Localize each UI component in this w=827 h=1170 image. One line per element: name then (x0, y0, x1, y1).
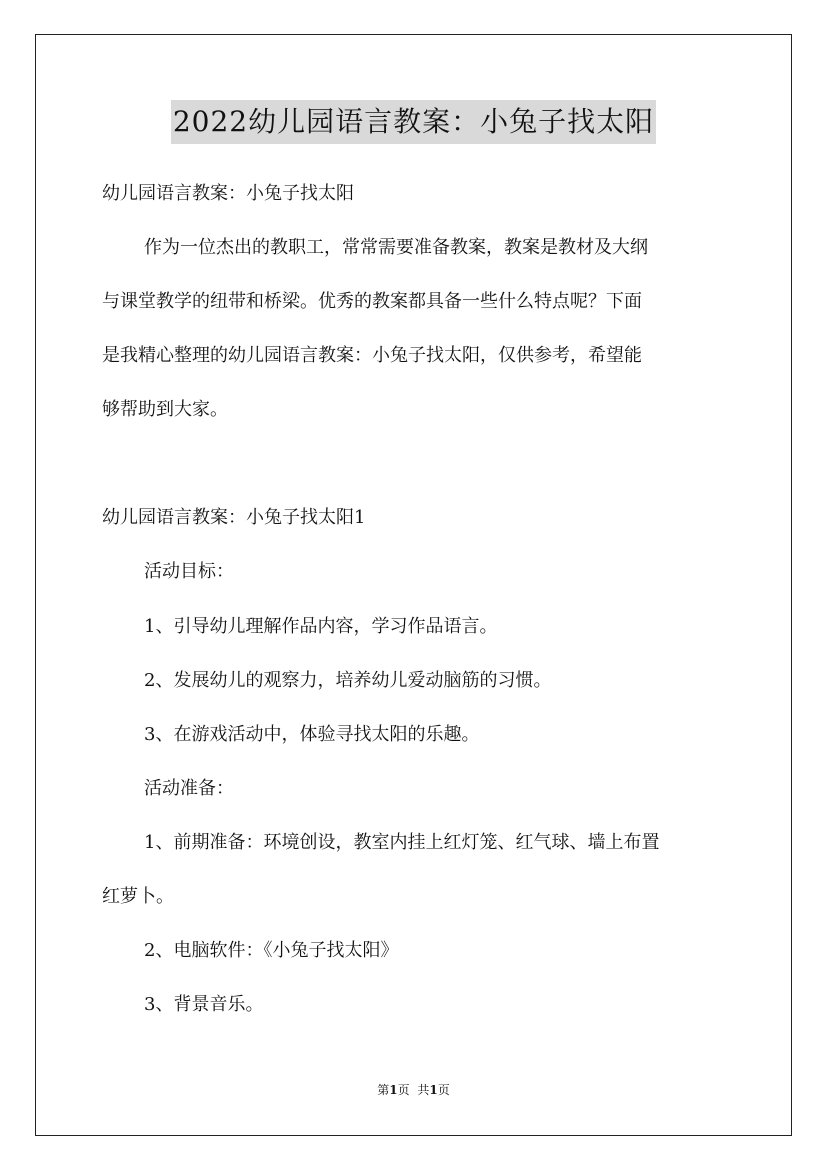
total-pages: 1 (429, 1083, 438, 1097)
page-prefix: 第 (377, 1083, 390, 1097)
list-item: 2、发展幼儿的观察力，培养幼儿爱动脑筋的习惯。 (144, 670, 552, 691)
paragraph-line: 与课堂教学的纽带和桥梁。优秀的教案都具备一些什么特点呢？下面 (102, 291, 642, 312)
paragraph-line: 是我精心整理的幼儿园语言教案：小兔子找太阳，仅供参考，希望能 (102, 345, 642, 366)
title-container (0, 100, 827, 144)
list-item: 1、引导幼儿理解作品内容，学习作品语言。 (144, 616, 498, 637)
list-item: 3、背景音乐。 (144, 994, 264, 1015)
subheading: 活动准备： (144, 778, 234, 799)
page-suffix: 页 (397, 1083, 410, 1097)
section-heading: 幼儿园语言教案：小兔子找太阳1 (102, 507, 366, 528)
section-heading: 幼儿园语言教案：小兔子找太阳 (102, 183, 354, 204)
document-title: 2022幼儿园语言教案：小兔子找太阳 (171, 100, 656, 144)
list-item-continuation: 红萝卜。 (102, 886, 174, 907)
subheading: 活动目标： (144, 561, 234, 582)
page-number: 1 (389, 1083, 398, 1097)
paragraph-line: 作为一位杰出的教职工，常常需要准备教案，教案是教材及大纲 (144, 237, 648, 258)
page-footer (0, 1082, 827, 1098)
paragraph-line: 够帮助到大家。 (102, 399, 228, 420)
list-item: 3、在游戏活动中，体验寻找太阳的乐趣。 (144, 724, 480, 745)
list-item: 2、电脑软件：《小兔子找太阳》 (144, 940, 399, 961)
total-suffix: 页 (437, 1083, 450, 1097)
total-prefix: 共 (417, 1083, 430, 1097)
list-item: 1、前期准备：环境创设，教室内挂上红灯笼、红气球、墙上布置 (144, 832, 660, 853)
